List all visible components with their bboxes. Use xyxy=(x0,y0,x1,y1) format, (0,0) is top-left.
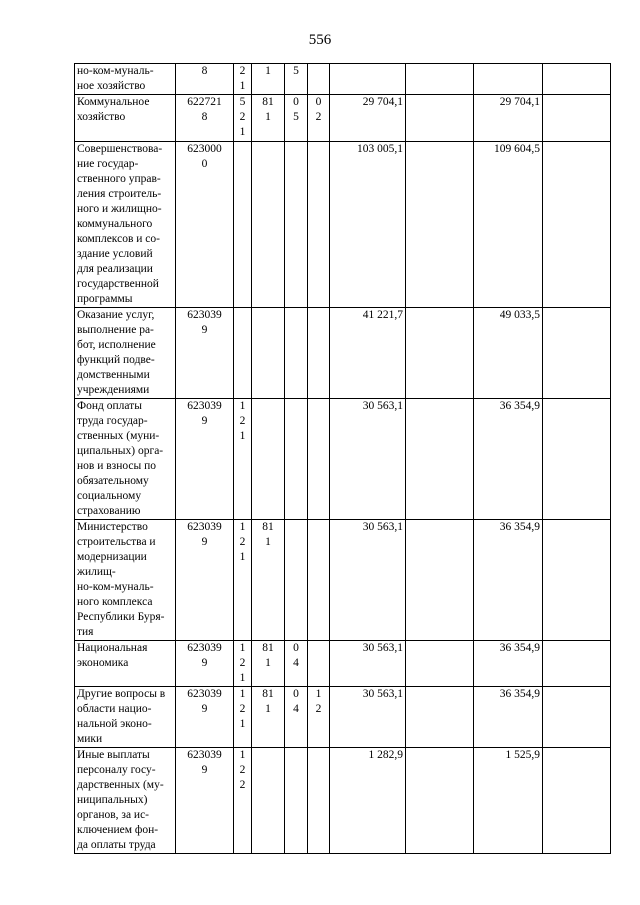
table-row xyxy=(75,641,611,687)
amount-1: 30 563,1 xyxy=(330,520,406,641)
table-row xyxy=(75,95,611,142)
subsection-code: 1 2 xyxy=(308,687,330,748)
empty-cell xyxy=(543,308,611,399)
subsection-code xyxy=(308,308,330,399)
subsection-code xyxy=(308,520,330,641)
expense-type-code: 1 2 1 xyxy=(234,687,252,748)
table-row xyxy=(75,748,611,854)
subsection-code: 0 2 xyxy=(308,95,330,142)
section-code xyxy=(285,308,308,399)
expense-type-code: 1 2 1 xyxy=(234,641,252,687)
subsection-code xyxy=(308,142,330,308)
empty-cell xyxy=(406,399,474,520)
amount-1: 29 704,1 xyxy=(330,95,406,142)
ministry-code xyxy=(252,308,285,399)
table-row xyxy=(75,520,611,641)
empty-cell xyxy=(543,641,611,687)
table-row xyxy=(75,399,611,520)
subsection-code xyxy=(308,64,330,95)
row-name: Иные выплаты персоналу госу- дарственных (му- ниципальных) органов, за ис- ключением фон- да оплаты труда xyxy=(75,748,176,854)
expense-type-code xyxy=(234,142,252,308)
ministry-code: 81 1 xyxy=(252,95,285,142)
section-code xyxy=(285,748,308,854)
target-code: 623000 0 xyxy=(176,142,234,308)
budget-table xyxy=(74,63,611,854)
amount-1: 30 563,1 xyxy=(330,641,406,687)
ministry-code: 81 1 xyxy=(252,520,285,641)
target-code: 623039 9 xyxy=(176,748,234,854)
empty-cell xyxy=(543,142,611,308)
expense-type-code: 1 2 1 xyxy=(234,399,252,520)
amount-2: 49 033,5 xyxy=(474,308,543,399)
amount-2: 109 604,5 xyxy=(474,142,543,308)
ministry-code xyxy=(252,399,285,520)
target-code: 623039 9 xyxy=(176,308,234,399)
row-name: Совершенствова- ние государ- ственного управ- ления строитель- ного и жилищно- коммунального комплексов и со- здание условий для реализации государственной программы xyxy=(75,142,176,308)
amount-2: 36 354,9 xyxy=(474,520,543,641)
row-name: Оказание услуг, выполнение ра- бот, исполнение функций подве- домственными учреждениями xyxy=(75,308,176,399)
amount-1: 30 563,1 xyxy=(330,687,406,748)
target-code: 623039 9 xyxy=(176,687,234,748)
ministry-code: 1 xyxy=(252,64,285,95)
row-name: но-ком-муналь- ное хозяйство xyxy=(75,64,176,95)
empty-cell xyxy=(543,399,611,520)
empty-cell xyxy=(543,748,611,854)
expense-type-code: 1 2 1 xyxy=(234,520,252,641)
page-number: 556 xyxy=(308,32,332,48)
target-code: 623039 9 xyxy=(176,399,234,520)
amount-1: 1 282,9 xyxy=(330,748,406,854)
amount-1: 30 563,1 xyxy=(330,399,406,520)
amount-1: 103 005,1 xyxy=(330,142,406,308)
amount-1 xyxy=(330,64,406,95)
section-code: 0 4 xyxy=(285,641,308,687)
table-row xyxy=(75,687,611,748)
expense-type-code: 1 2 2 xyxy=(234,748,252,854)
target-code: 622721 8 xyxy=(176,95,234,142)
ministry-code: 81 1 xyxy=(252,641,285,687)
empty-cell xyxy=(543,64,611,95)
ministry-code: 81 1 xyxy=(252,687,285,748)
amount-2: 36 354,9 xyxy=(474,399,543,520)
empty-cell xyxy=(406,142,474,308)
subsection-code xyxy=(308,399,330,520)
empty-cell xyxy=(406,95,474,142)
empty-cell xyxy=(543,95,611,142)
empty-cell xyxy=(406,308,474,399)
empty-cell xyxy=(406,687,474,748)
row-name: Фонд оплаты труда государ- ственных (муни- ципальных) орга- нов и взносы по обязательному социальному страхованию xyxy=(75,399,176,520)
section-code xyxy=(285,520,308,641)
table-row xyxy=(75,64,611,95)
row-name: Министерство строительства и модернизации жилищ- но-ком-муналь- ного комплекса Республики Буря- тия xyxy=(75,520,176,641)
target-code: 8 xyxy=(176,64,234,95)
amount-2: 29 704,1 xyxy=(474,95,543,142)
table-row xyxy=(75,308,611,399)
target-code: 623039 9 xyxy=(176,520,234,641)
expense-type-code: 2 1 xyxy=(234,64,252,95)
empty-cell xyxy=(543,520,611,641)
expense-type-code xyxy=(234,308,252,399)
section-code: 0 4 xyxy=(285,687,308,748)
row-name: Другие вопросы в области нацио- нальной эконо- мики xyxy=(75,687,176,748)
amount-2: 36 354,9 xyxy=(474,641,543,687)
empty-cell xyxy=(406,64,474,95)
ministry-code xyxy=(252,142,285,308)
empty-cell xyxy=(406,641,474,687)
amount-1: 41 221,7 xyxy=(330,308,406,399)
amount-2 xyxy=(474,64,543,95)
empty-cell xyxy=(406,748,474,854)
section-code: 5 xyxy=(285,64,308,95)
table-row xyxy=(75,142,611,308)
subsection-code xyxy=(308,641,330,687)
expense-type-code: 5 2 1 xyxy=(234,95,252,142)
ministry-code xyxy=(252,748,285,854)
section-code xyxy=(285,142,308,308)
row-name: Коммунальное хозяйство xyxy=(75,95,176,142)
amount-2: 1 525,9 xyxy=(474,748,543,854)
empty-cell xyxy=(406,520,474,641)
section-code: 0 5 xyxy=(285,95,308,142)
target-code: 623039 9 xyxy=(176,641,234,687)
subsection-code xyxy=(308,748,330,854)
row-name: Национальная экономика xyxy=(75,641,176,687)
amount-2: 36 354,9 xyxy=(474,687,543,748)
section-code xyxy=(285,399,308,520)
empty-cell xyxy=(543,687,611,748)
